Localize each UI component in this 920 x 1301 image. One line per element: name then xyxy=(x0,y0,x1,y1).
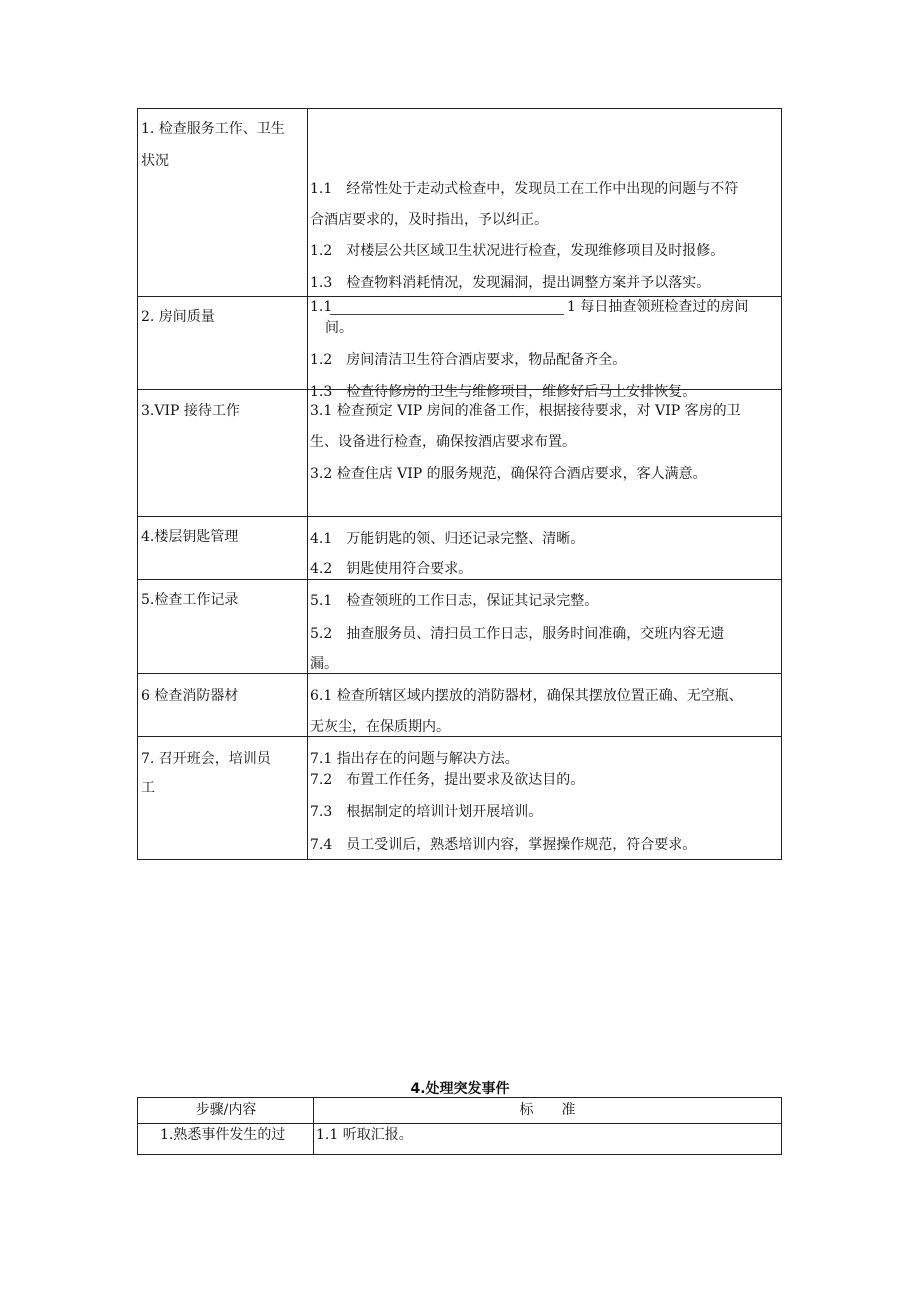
standard-cell xyxy=(308,580,781,673)
step-cell xyxy=(138,109,308,296)
table-row xyxy=(138,109,781,296)
standard-text: 漏。 xyxy=(310,656,338,672)
inspection-table xyxy=(137,108,782,860)
standard-text: 4.2 钥匙使用符合要求。 xyxy=(310,561,473,577)
step-cell xyxy=(138,737,308,860)
step-cell xyxy=(138,297,308,389)
standard-cell xyxy=(308,737,781,860)
table-row xyxy=(138,736,781,860)
standard-cell xyxy=(308,674,781,736)
step-cell xyxy=(138,1124,314,1154)
standard-text: 无灰尘，在保质期内。 xyxy=(310,719,450,735)
step-text: 3.VIP 接待工作 xyxy=(141,403,240,419)
standard-text: 5.2 抽查服务员、清扫员工作日志，服务时间准确，交班内容无遗 xyxy=(310,626,725,642)
standard-text: 7.2 布置工作任务，提出要求及欲达目的。 xyxy=(310,772,585,788)
table-row xyxy=(138,296,781,400)
step-cell xyxy=(138,580,308,673)
standard-text: 1.2 对楼层公共区域卫生状况进行检查，发现维修项目及时报修。 xyxy=(310,243,725,259)
standard-text: 7.4 员工受训后，熟悉培训内容，掌握操作规范，符合要求。 xyxy=(310,837,697,853)
section-title: 4.处理突发事件 xyxy=(410,1081,510,1097)
standard-cell xyxy=(308,297,781,400)
standard-text: 合酒店要求的，及时指出，予以纠正。 xyxy=(310,212,548,228)
standard-text: 1 每日抽查领班检查过的房间 xyxy=(567,299,749,315)
header-step-cell xyxy=(138,1098,314,1123)
header-standard-cell xyxy=(314,1098,781,1123)
standard-text: 7.3 根据制定的培训计划开展培训。 xyxy=(310,804,543,820)
step-text: 4.楼层钥匙管理 xyxy=(141,529,239,545)
standard-text: 1.1 听取汇报。 xyxy=(316,1127,413,1143)
standard-cell xyxy=(308,390,781,516)
step-text: 1. 检查服务工作、卫生 xyxy=(141,121,285,137)
blank-underline xyxy=(330,314,564,315)
emergency-table xyxy=(137,1097,782,1155)
table-row xyxy=(138,389,781,516)
step-cell xyxy=(138,674,308,736)
step-text: 状况 xyxy=(141,153,169,169)
standard-text: 7.1 指出存在的问题与解决方法。 xyxy=(310,751,519,767)
standard-cell xyxy=(308,517,781,579)
standard-text: 3.1 检查预定 VIP 房间的准备工作，根据接待要求，对 VIP 客房的卫 xyxy=(310,403,741,419)
standard-text: 6.1 检查所辖区域内摆放的消防器材，确保其摆放位置正确、无空瓶、 xyxy=(310,688,743,704)
step-cell xyxy=(138,390,308,516)
table-row xyxy=(138,673,781,736)
step-text: 7. 召开班会，培训员 xyxy=(141,751,271,767)
standard-text: 4.1 万能钥匙的领、归还记录完整、清晰。 xyxy=(310,531,585,547)
standard-text: 间。 xyxy=(325,320,353,336)
step-cell xyxy=(138,517,308,579)
standard-text: 5.1 检查领班的工作日志，保证其记录完整。 xyxy=(310,593,599,609)
header-standard: 标 准 xyxy=(519,1102,576,1118)
step-text: 6 检查消防器材 xyxy=(141,688,239,704)
table-header-row xyxy=(138,1098,781,1123)
step-text: 工 xyxy=(141,780,155,796)
step-text: 5.检查工作记录 xyxy=(141,592,239,608)
standard-cell xyxy=(308,109,781,296)
table-row xyxy=(138,1123,781,1154)
standard-text: 3.2 检查住店 VIP 的服务规范，确保符合酒店要求，客人满意。 xyxy=(310,466,707,482)
standard-text: 1.3 检查待修房的卫生与维修项目，维修好后马上安排恢复。 xyxy=(310,384,697,400)
standard-cell xyxy=(314,1124,781,1154)
standard-text: 1.2 房间清洁卫生符合酒店要求，物品配备齐全。 xyxy=(310,352,627,368)
standard-text: 1.1 xyxy=(310,299,333,315)
standard-text: 1.1 经常性处于走动式检查中，发现员工在工作中出现的问题与不符 xyxy=(310,181,739,197)
standard-text: 1.3 检查物料消耗情况，发现漏洞，提出调整方案并予以落实。 xyxy=(310,275,711,291)
step-text: 1.熟悉事件发生的过 xyxy=(160,1127,286,1143)
standard-text: 生、设备进行检查，确保按酒店要求布置。 xyxy=(310,434,576,450)
table-row xyxy=(138,579,781,673)
step-text: 2. 房间质量 xyxy=(141,309,215,325)
table-row xyxy=(138,516,781,579)
header-step: 步骤/内容 xyxy=(195,1102,257,1118)
